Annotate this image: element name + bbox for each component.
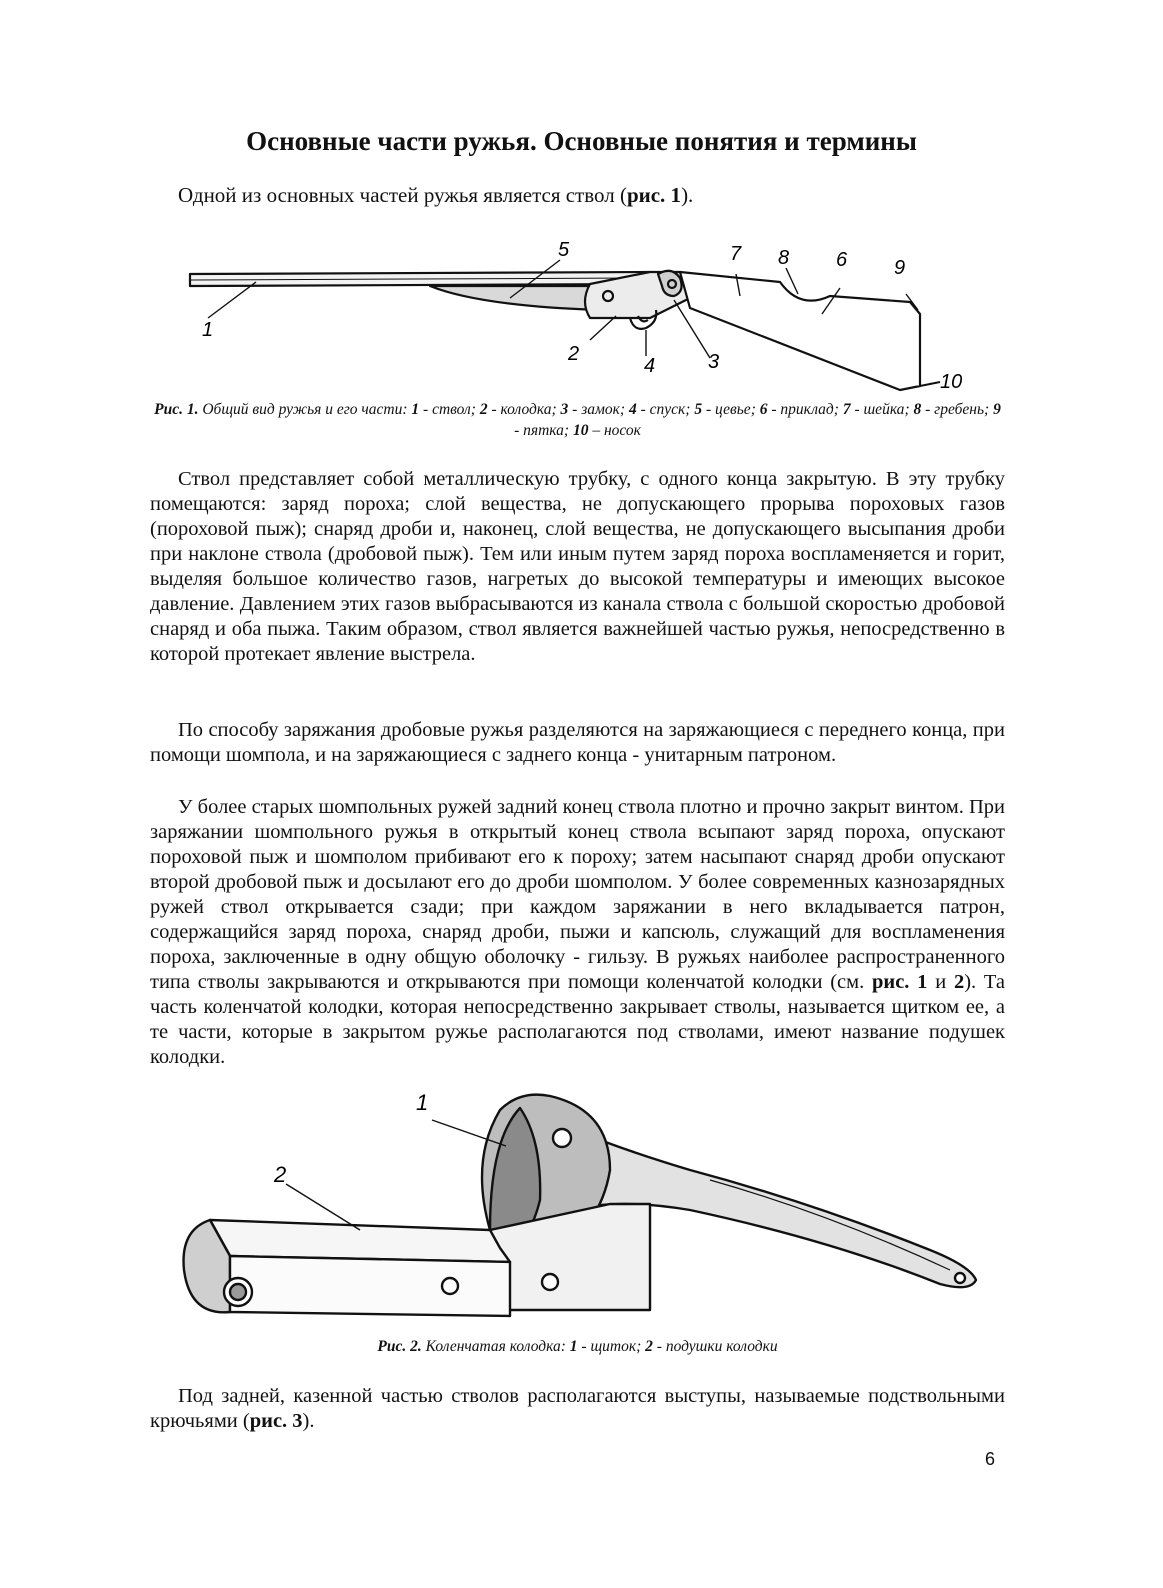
- caption-part-name: спуск: [649, 401, 686, 418]
- caption-part-name: колодка: [500, 401, 552, 418]
- caption-title: Общий вид ружья и его части:: [202, 401, 408, 418]
- intro-paragraph: [178, 182, 693, 208]
- receiver-outline: [184, 1095, 976, 1316]
- caption-part-num: 9: [993, 401, 1001, 418]
- paragraph-text: Под задней, казенной частью стволов располагаются выступы, называемые подствольными крючьями (: [150, 1385, 1005, 1432]
- caption-label: Рис. 2.: [377, 1338, 422, 1355]
- label-1: 1: [202, 319, 214, 341]
- caption-part-name: ствол: [432, 401, 471, 418]
- figure-ref: 2: [953, 971, 965, 993]
- figure-2-receiver-drawing: [170, 1080, 990, 1340]
- paragraph-text: и: [927, 971, 954, 993]
- figure-1-caption: Рис. 1. Общий вид ружья и его части: 1 - ствол; 2 - колодка; 3 - замок; 4 - спуск; 5 - цевье; 6 - приклад; 7 - шейка; 8 - гребень; 9 - пятка; 10 – носок: [154, 401, 1001, 439]
- caption-part-num: 2: [479, 401, 488, 418]
- caption-part-name: пятка: [523, 422, 564, 439]
- figure-2-caption: Рис. 2. Коленчатая колодка: 1 - щиток; 2 - подушки колодки: [377, 1338, 778, 1355]
- label-9: 9: [894, 257, 906, 279]
- caption-part-name: носок: [603, 422, 641, 439]
- caption-part-name: замок: [581, 401, 620, 418]
- paragraph-loading-methods: По способу заряжания дробовые ружья разделяются на заряжающиеся с переднего конца, при помощи шомпола, и на заряжающиеся с заднего конца - унитарным патроном.: [150, 719, 1005, 766]
- page-number: 6: [985, 1449, 996, 1469]
- caption-part-name: приклад: [780, 401, 834, 418]
- caption-label: Рис. 1.: [154, 401, 199, 418]
- page-title: Основные части ружья. Основные понятия и термины: [246, 126, 917, 156]
- paragraph-breech-loading: [150, 795, 1005, 1070]
- caption-part-num: 5: [694, 401, 703, 418]
- caption-part-num: 4: [628, 401, 637, 418]
- figure-ref: рис. 1: [626, 183, 682, 207]
- gun-outline: [190, 271, 940, 390]
- paragraph-barrel: Ствол представляет собой металлическую трубку, с одного конца закрытую. В эту трубку помещаются: заряд пороха; слой вещества, не допускающего прорыва пороховых газов (пороховой пыж); снаряд дроби и, наконец, слой вещества, не допускающего высыпания дроби при наклоне ствола (дробовой пыж). Тем или иным путем заряд пороха воспламеняется и горит, выделяя большое количество газов, нагретых до высокой температуры и имеющих высокое давление. Давлением этих газов выбрасываются из канала ствола с большой скоростью дробовой снаряд и оба пыжа. Таким образом, ствол является важнейшей частью ружья, непосредственно в которой протекает явление выстрела.: [150, 468, 1005, 665]
- caption-part-num: 6: [759, 401, 768, 418]
- label-10: 10: [940, 371, 963, 393]
- caption-title: Коленчатая колодка:: [425, 1338, 566, 1355]
- caption-part-num: 10: [572, 422, 589, 439]
- fig2-leader-lines: [286, 1120, 506, 1230]
- caption-part-num: 3: [560, 401, 569, 418]
- caption-part-num: 2: [645, 1338, 653, 1355]
- label-8: 8: [778, 247, 790, 269]
- label-3: 3: [708, 351, 720, 373]
- caption-part-name: шейка: [863, 401, 905, 418]
- paragraph-hooks: [150, 1384, 1005, 1434]
- caption-part-num: 7: [842, 401, 851, 418]
- caption-part-name: подушки колодки: [665, 1338, 778, 1355]
- figure-1-gun-drawing: [180, 238, 980, 398]
- paragraph-text: ). Та часть коленчатой колодки, которая непосредственно закрывает стволы, называется щитком ее, а те части, которые в закрытом ружье располагаются под стволами, имеют название подушек колодки.: [150, 971, 1006, 1068]
- caption-part-name: цевье: [715, 401, 751, 418]
- label-2: 2: [568, 343, 580, 365]
- caption-part-num: 8: [913, 401, 922, 418]
- paragraph-text: У более старых шомпольных ружей задний конец ствола плотно и прочно закрыт винтом. При заряжании шомпольного ружья в открытый конец ствола всыпают заряд пороха, опускают пороховой пыж и шомполом прибивают его к пороху; затем насыпают снаряд дроби опускают второй дробовой пыж и досылают его до дроби шомполом. У более современных казнозарядных ружей ствол открывается сзади; при каждом заряжании в него вкладывается патрон, содержащийся заряд пороха, снаряд дроби, пыжи и капсюль, служащий для воспламенения пороха, заключенные в одну общую оболочку - гильзу. В ружьях наиболее распространенного типа стволы закрываются и открываются при помощи коленчатой колодки (см.: [150, 796, 1005, 993]
- label-5: 5: [558, 239, 570, 261]
- label-4: 4: [644, 355, 656, 377]
- caption-part-num: 1: [411, 401, 420, 418]
- caption-part-name: щиток: [590, 1338, 637, 1355]
- label-7: 7: [730, 243, 742, 265]
- label-6: 6: [836, 249, 848, 271]
- figure-ref: рис. 3: [249, 1410, 303, 1432]
- fig2-label-2: 2: [274, 1162, 287, 1187]
- intro-text: Одной из основных частей ружья является ствол (: [178, 183, 627, 207]
- intro-text-end: ).: [681, 183, 694, 207]
- caption-part-num: 1: [569, 1338, 578, 1355]
- paragraph-text: ).: [302, 1410, 315, 1432]
- caption-part-name: гребень: [934, 401, 985, 418]
- fig2-label-1: 1: [416, 1090, 429, 1115]
- figure-ref: рис. 1: [871, 971, 928, 993]
